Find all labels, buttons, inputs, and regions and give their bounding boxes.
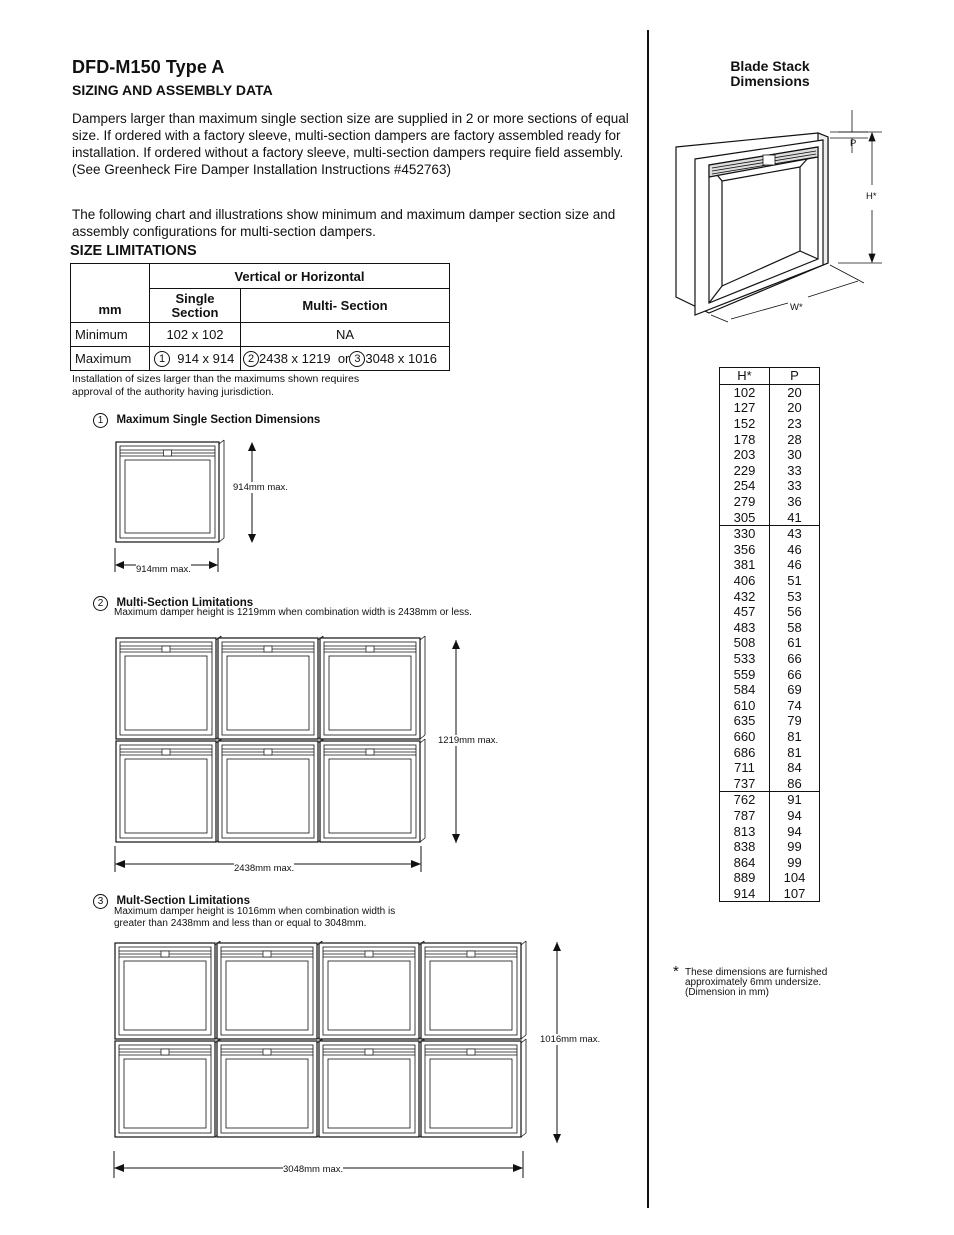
dimension-p (830, 110, 868, 153)
hp-cell-p: 91 (770, 792, 820, 808)
hp-cell-p: 36 (770, 494, 820, 510)
table-row (720, 713, 820, 729)
hp-cell-p: 46 (770, 557, 820, 573)
hp-cell-h: 787 (720, 808, 770, 824)
hp-cell-h: 330 (720, 525, 770, 541)
fig3-width-label: 3048mm max. (283, 1164, 344, 1175)
hp-cell-p: 81 (770, 744, 820, 760)
table-row (720, 384, 820, 400)
hp-cell-h: 914 (720, 886, 770, 902)
blade-stack-title: Blade Stack Dimensions (730, 58, 810, 89)
table-row (720, 886, 820, 902)
hp-cell-h: 813 (720, 823, 770, 839)
table-row (720, 697, 820, 713)
hp-cell-p: 84 (770, 760, 820, 776)
hp-cell-p: 46 (770, 542, 820, 558)
table-row (720, 760, 820, 776)
fig1-height-label: 914mm max. (233, 482, 288, 493)
hp-cell-h: 381 (720, 557, 770, 573)
table-row (720, 729, 820, 745)
hp-cell-h: 864 (720, 854, 770, 870)
hp-cell-p: 43 (770, 525, 820, 541)
group-header: Vertical or Horizontal (150, 264, 450, 289)
fig2-width-label: 2438mm max. (234, 863, 295, 874)
hp-cell-h: 152 (720, 416, 770, 432)
intro-paragraph-2: The following chart and illustrations show minimum and maximum damper section size and assembly configurations for multi-section dampers. (72, 207, 616, 239)
hp-cell-h: 229 (720, 463, 770, 479)
hp-cell-p: 53 (770, 588, 820, 604)
hp-cell-p: 81 (770, 729, 820, 745)
cell-max-single: 1 914 x 914 (150, 347, 241, 371)
table-row (720, 400, 820, 416)
hp-cell-h: 178 (720, 431, 770, 447)
damper-grid-4x2 (115, 941, 526, 1137)
hp-cell-h: 838 (720, 839, 770, 855)
hp-cell-p: 99 (770, 839, 820, 855)
hp-cell-p: 74 (770, 697, 820, 713)
col-single-header: Single Section (150, 289, 241, 323)
hp-cell-h: 737 (720, 775, 770, 791)
table-row (720, 775, 820, 791)
hp-cell-h: 533 (720, 651, 770, 667)
footnote-star: * (673, 963, 679, 980)
hp-cell-p: 99 (770, 854, 820, 870)
hp-cell-h: 127 (720, 400, 770, 416)
table-row (720, 808, 820, 824)
table-row (720, 588, 820, 604)
hp-cell-h: 406 (720, 573, 770, 589)
row-label-minimum: Minimum (71, 323, 150, 347)
cell-min-multi: NA (241, 323, 450, 347)
hp-cell-p: 107 (770, 886, 820, 902)
row-label-maximum: Maximum (71, 347, 150, 371)
hp-cell-p: 23 (770, 416, 820, 432)
damper-single (116, 440, 224, 542)
table-row (720, 542, 820, 558)
hp-cell-h: 584 (720, 682, 770, 698)
hp-cell-p: 56 (770, 604, 820, 620)
hp-cell-p: 69 (770, 682, 820, 698)
table-row (720, 744, 820, 760)
figure-2-subtitle: Maximum damper height is 1219mm when combination width is 2438mm or less. (114, 607, 472, 618)
table-row (720, 854, 820, 870)
table-row (720, 651, 820, 667)
table-row (720, 416, 820, 432)
table-row (720, 839, 820, 855)
hp-cell-h: 559 (720, 666, 770, 682)
table-row (720, 620, 820, 636)
col-multi-header: Multi- Section (241, 289, 450, 323)
hp-cell-p: 20 (770, 384, 820, 400)
hp-cell-p: 33 (770, 463, 820, 479)
table-row (720, 557, 820, 573)
hp-cell-h: 254 (720, 478, 770, 494)
table-row (720, 573, 820, 589)
hp-header-p: P (770, 368, 820, 385)
hp-cell-p: 94 (770, 823, 820, 839)
fig2-height-label: 1219mm max. (438, 735, 499, 746)
fig3-height-label: 1016mm max. (540, 1034, 601, 1045)
table-row (720, 823, 820, 839)
hp-cell-h: 508 (720, 635, 770, 651)
marker-2: 2 (243, 351, 259, 367)
figure-3-diagram (100, 933, 580, 1183)
table-row (720, 463, 820, 479)
hp-cell-h: 635 (720, 713, 770, 729)
figure-2-heading: 2 Multi-Section Limitations (93, 593, 253, 611)
marker-3: 3 (349, 351, 365, 367)
intro-paragraph-1: Dampers larger than maximum single section size are supplied in 2 or more sections of equal size. If ordered with a factory sleeve, multi-section dampers are factory assembled ready for installation. If ordered without a factory sleeve, multi-section dampers require field assembly. (See Greenheck Fire Damper Installation Instructions #452763) (72, 111, 629, 177)
hp-cell-h: 305 (720, 509, 770, 525)
hp-cell-h: 279 (720, 494, 770, 510)
hp-cell-p: 66 (770, 651, 820, 667)
table-row (720, 792, 820, 808)
fig1-width-label: 914mm max. (136, 564, 191, 575)
footnote: * These dimensions are furnished approximately 6mm undersize. (Dimension in mm) (673, 963, 828, 998)
hp-cell-p: 30 (770, 447, 820, 463)
hp-cell-p: 79 (770, 713, 820, 729)
hp-cell-h: 686 (720, 744, 770, 760)
hp-cell-h: 483 (720, 620, 770, 636)
hp-cell-p: 86 (770, 775, 820, 791)
hp-cell-p: 66 (770, 666, 820, 682)
page-subtitle: SIZING AND ASSEMBLY DATA (72, 82, 273, 98)
hp-cell-p: 51 (770, 573, 820, 589)
size-limitations-heading: SIZE LIMITATIONS (70, 243, 197, 259)
table-row (720, 604, 820, 620)
cell-max-multi: 2 2438 x 1219 or 3 3048 x 1016 (241, 347, 450, 371)
table-row (720, 494, 820, 510)
size-note: Installation of sizes larger than the maximums shown requires approval of the authority having jurisdiction. (72, 373, 360, 398)
figure-1-diagram (100, 430, 320, 580)
table-row (720, 870, 820, 886)
figure-2-diagram (100, 626, 500, 876)
size-limitations-table (70, 263, 450, 371)
hp-cell-h: 610 (720, 697, 770, 713)
table-row (720, 509, 820, 525)
figure-3-subtitle: Maximum damper height is 1016mm when combination width is greater than 2438mm and less than or equal to 3048mm. (114, 906, 396, 929)
hp-cell-h: 356 (720, 542, 770, 558)
marker-1: 1 (154, 351, 170, 367)
hp-cell-h: 762 (720, 792, 770, 808)
table-row (720, 431, 820, 447)
hp-cell-p: 33 (770, 478, 820, 494)
hp-cell-h: 457 (720, 604, 770, 620)
cell-min-single: 102 x 102 (150, 323, 241, 347)
hp-cell-p: 20 (770, 400, 820, 416)
table-row (720, 666, 820, 682)
table-row (720, 478, 820, 494)
label-w: W* (790, 302, 803, 313)
label-h: H* (866, 191, 877, 202)
hp-cell-p: 28 (770, 431, 820, 447)
hp-cell-h: 889 (720, 870, 770, 886)
hp-cell-p: 104 (770, 870, 820, 886)
hp-cell-p: 94 (770, 808, 820, 824)
hp-cell-h: 102 (720, 384, 770, 400)
blade-stack-table (719, 367, 820, 902)
label-p: P (850, 138, 857, 149)
hp-cell-h: 203 (720, 447, 770, 463)
damper-grid-3x2 (116, 636, 425, 842)
hp-cell-h: 432 (720, 588, 770, 604)
table-row (720, 635, 820, 651)
page-title: DFD-M150 Type A (72, 57, 225, 77)
hp-cell-p: 41 (770, 509, 820, 525)
table-row (720, 447, 820, 463)
hp-cell-p: 58 (770, 620, 820, 636)
unit-header: mm (71, 264, 150, 323)
hp-cell-h: 711 (720, 760, 770, 776)
column-divider (647, 30, 649, 1208)
hp-cell-p: 61 (770, 635, 820, 651)
table-row (720, 525, 820, 541)
figure-3-heading: 3 Mult-Section Limitations (93, 891, 250, 909)
hp-cell-h: 660 (720, 729, 770, 745)
figure-1-heading: 1 Maximum Single Section Dimensions (93, 410, 320, 428)
table-row (720, 682, 820, 698)
hp-header-h: H* (720, 368, 770, 385)
